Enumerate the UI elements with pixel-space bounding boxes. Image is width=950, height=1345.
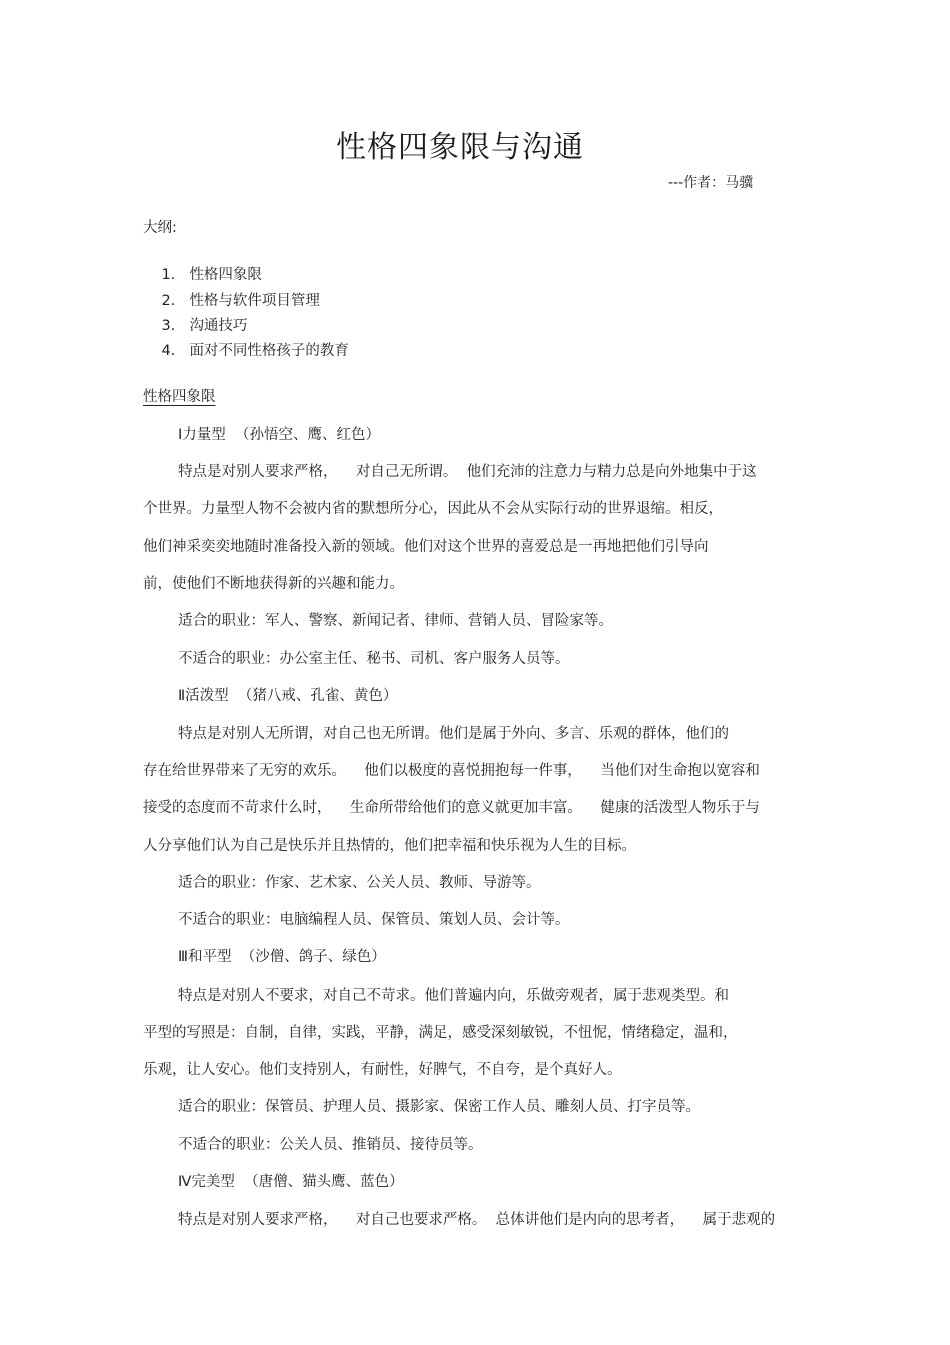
type-title: Ⅰ力量型 （孙悟空、鹰、红色） bbox=[178, 427, 380, 443]
paragraph-line: 人分享他们认为自己是快乐并且热情的，他们把幸福和快乐视为人生的目标。 bbox=[143, 838, 636, 854]
type-title: Ⅲ和平型 （沙僧、鸽子、绿色） bbox=[178, 949, 386, 965]
paragraph-line: 前，使他们不断地获得新的兴趣和能力。 bbox=[143, 576, 404, 592]
outline-item-text: 性格与软件项目管理 bbox=[189, 293, 320, 309]
unsuitable-jobs: 不适合的职业：办公室主任、秘书、司机、客户服务人员等。 bbox=[178, 651, 570, 667]
paragraph-line: 特点是对别人不要求，对自己不苛求。他们普遍内向，乐做旁观者，属于悲观类型。和 bbox=[178, 988, 729, 1004]
author-line: ---作者：马骥 bbox=[668, 175, 754, 191]
suitable-jobs: 适合的职业：军人、警察、新闻记者、律师、营销人员、冒险家等。 bbox=[178, 613, 613, 629]
page-title: 性格四象限与沟通 bbox=[336, 130, 584, 165]
outline-item bbox=[143, 321, 349, 381]
paragraph-line: 个世界。力量型人物不会被内省的默想所分心，因此从不会从实际行动的世界退缩。相反， bbox=[143, 501, 723, 517]
paragraph-line: 平型的写照是：自制，自律，实践，平静，满足，感受深刻敏锐，不忸怩，情绪稳定，温和， bbox=[143, 1025, 738, 1041]
suitable-jobs: 适合的职业：作家、艺术家、公关人员、教师、导游等。 bbox=[178, 875, 541, 891]
paragraph-line: 特点是对别人要求严格， 对自己无所谓。 他们充沛的注意力与精力总是向外地集中于这 bbox=[178, 464, 757, 480]
outline-item-number: 1. bbox=[161, 267, 176, 283]
outline-item-text: 面对不同性格孩子的教育 bbox=[189, 343, 349, 359]
paragraph-line: 特点是对别人无所谓，对自己也无所谓。他们是属于外向、多言、乐观的群体，他们的 bbox=[178, 726, 729, 742]
outline-item-number: 4. bbox=[161, 343, 176, 359]
unsuitable-jobs: 不适合的职业：电脑编程人员、保管员、策划人员、会计等。 bbox=[178, 912, 570, 928]
paragraph-line: 存在给世界带来了无穷的欢乐。 他们以极度的喜悦拥抱每一件事， 当他们对生命抱以宽容和 bbox=[143, 763, 760, 779]
outline-item-text: 性格四象限 bbox=[189, 267, 262, 283]
outline-item-number: 2. bbox=[161, 293, 176, 309]
outline-heading: 大纲: bbox=[143, 220, 177, 236]
outline-item-text: 沟通技巧 bbox=[189, 318, 248, 334]
suitable-jobs: 适合的职业：保管员、护理人员、摄影家、保密工作人员、雕刻人员、打字员等。 bbox=[178, 1099, 700, 1115]
type-title: Ⅳ完美型 （唐僧、猫头鹰、蓝色） bbox=[178, 1174, 404, 1190]
outline-item-number: 3. bbox=[161, 318, 176, 334]
paragraph-line: 他们神采奕奕地随时准备投入新的领域。他们对这个世界的喜爱总是一再地把他们引导向 bbox=[143, 539, 709, 555]
paragraph-line: 乐观，让人安心。他们支持别人，有耐性，好脾气，不自夸，是个真好人。 bbox=[143, 1062, 622, 1078]
paragraph-line: 特点是对别人要求严格， 对自己也要求严格。 总体讲他们是内向的思考者， 属于悲观的 bbox=[178, 1212, 776, 1228]
type-title: Ⅱ活泼型 （猪八戒、孔雀、黄色） bbox=[178, 688, 398, 704]
section-heading: 性格四象限 bbox=[143, 389, 216, 405]
unsuitable-jobs: 不适合的职业：公关人员、推销员、接待员等。 bbox=[178, 1137, 483, 1153]
paragraph-line: 接受的态度而不苛求什么时， 生命所带给他们的意义就更加丰富。 健康的活泼型人物乐于与 bbox=[143, 800, 760, 816]
